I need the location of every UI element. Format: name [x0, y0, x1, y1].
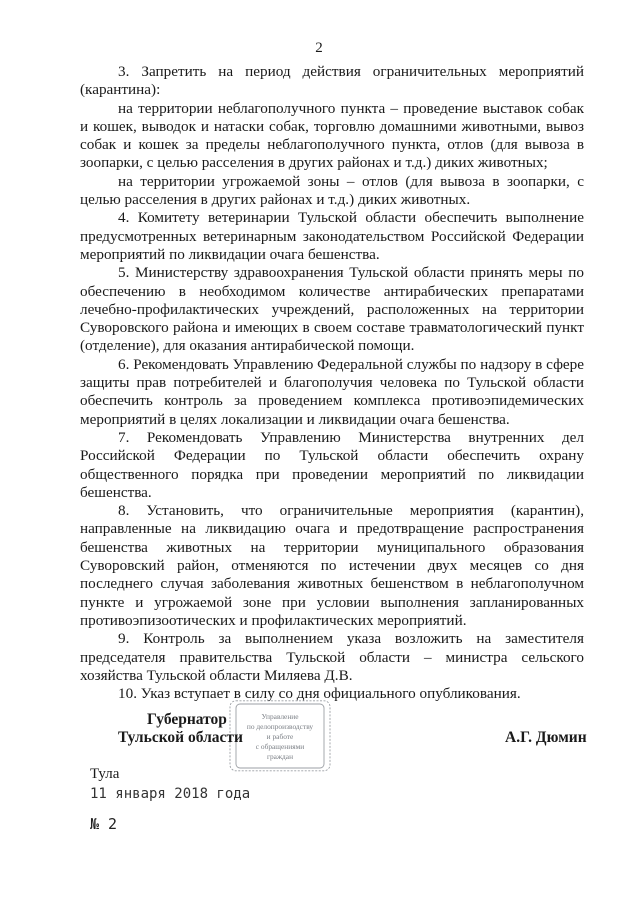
decree-number: № 2: [90, 815, 118, 833]
signatory-region: Тульской области: [118, 729, 243, 746]
stamp-line-2: по делопроизводству: [246, 722, 314, 731]
signatory-name: А.Г. Дюмин: [505, 729, 587, 746]
stamp-line-4: с обращениями: [255, 742, 305, 751]
paragraph-7: 7. Рекомендовать Управлению Министерства внутренних дел Российской Федерации по Тульской области обеспечить охрану общественного порядка при проведении мероприятий по ликвидации бешенства.: [80, 428, 584, 501]
decree-body: [80, 63, 584, 703]
paragraph-8: 8. Установить, что ограничительные мероприятия (карантин), направленные на ликвидацию очага и предотвращение распространения бешенства животных на территории муниципального образования Суворовский район, отменяются по истечении двух месяцев со дня последнего случая заболевания животных бешенством в неблагополучном пункте и угрожаемой зоне при условии выполнения запланированных противоэпизоотических и профилактических мероприятий.: [80, 502, 584, 629]
city: Тула: [90, 766, 120, 782]
page-number: 2: [315, 40, 323, 56]
paragraph-3: 3. Запретить на период действия ограничительных мероприятий (карантина):: [80, 63, 584, 99]
paragraph-3-affected-area: на территории неблагополучного пункта – проведение выставок собак и кошек, выводок и натаски собак, торговлю домашними животными, вывоз собак и кошек за пределы неблагополучного пункта, отлов (для вывоза в зоопарки, с целью расселения в других районах и т.д.) диких животных;: [80, 99, 584, 172]
signatory-title: Губернатор: [147, 711, 227, 728]
decree-date: 11 января 2018 года: [90, 786, 251, 802]
paragraph-9: 9. Контроль за выполнением указа возложить на заместителя председателя правительства Тульской области – министра сельского хозяйства Тульской области Миляева Д.В.: [80, 630, 584, 684]
paragraph-3-threatened-zone: на территории угрожаемой зоны – отлов (для вывоза в зоопарки, с целью расселения в других районах и т.д.) диких животных.: [80, 172, 584, 209]
paragraph-10: 10. Указ вступает в силу со дня официального опубликования.: [118, 685, 521, 703]
paragraph-4: 4. Комитету ветеринарии Тульской области обеспечить выполнение предусмотренных ветеринарным законодательством Российской Федерации мероприятий по ликвидации очага бешенства.: [80, 209, 584, 263]
paragraph-5: 5. Министерству здравоохранения Тульской области принять меры по обеспечению в необходимом количестве антирабических препаратами лечебно-профилактических учреждений, расположенных на территории Суворовского района и имеющих в своем составе травматологический пункт (отделение), для оказания антирабической помощи.: [80, 264, 584, 355]
stamp-line-3: и работе: [266, 732, 294, 741]
paragraph-6: 6. Рекомендовать Управлению Федеральной службы по надзору в сфере защиты прав потребителей и благополучия человека по Тульской области обеспечить контроль за проведением комплекса противоэпидемических мероприятий в целях локализации и ликвидации очага бешенства.: [80, 355, 584, 428]
stamp-line-1: Управление: [261, 712, 299, 721]
stamp-line-5: граждан: [266, 752, 294, 761]
